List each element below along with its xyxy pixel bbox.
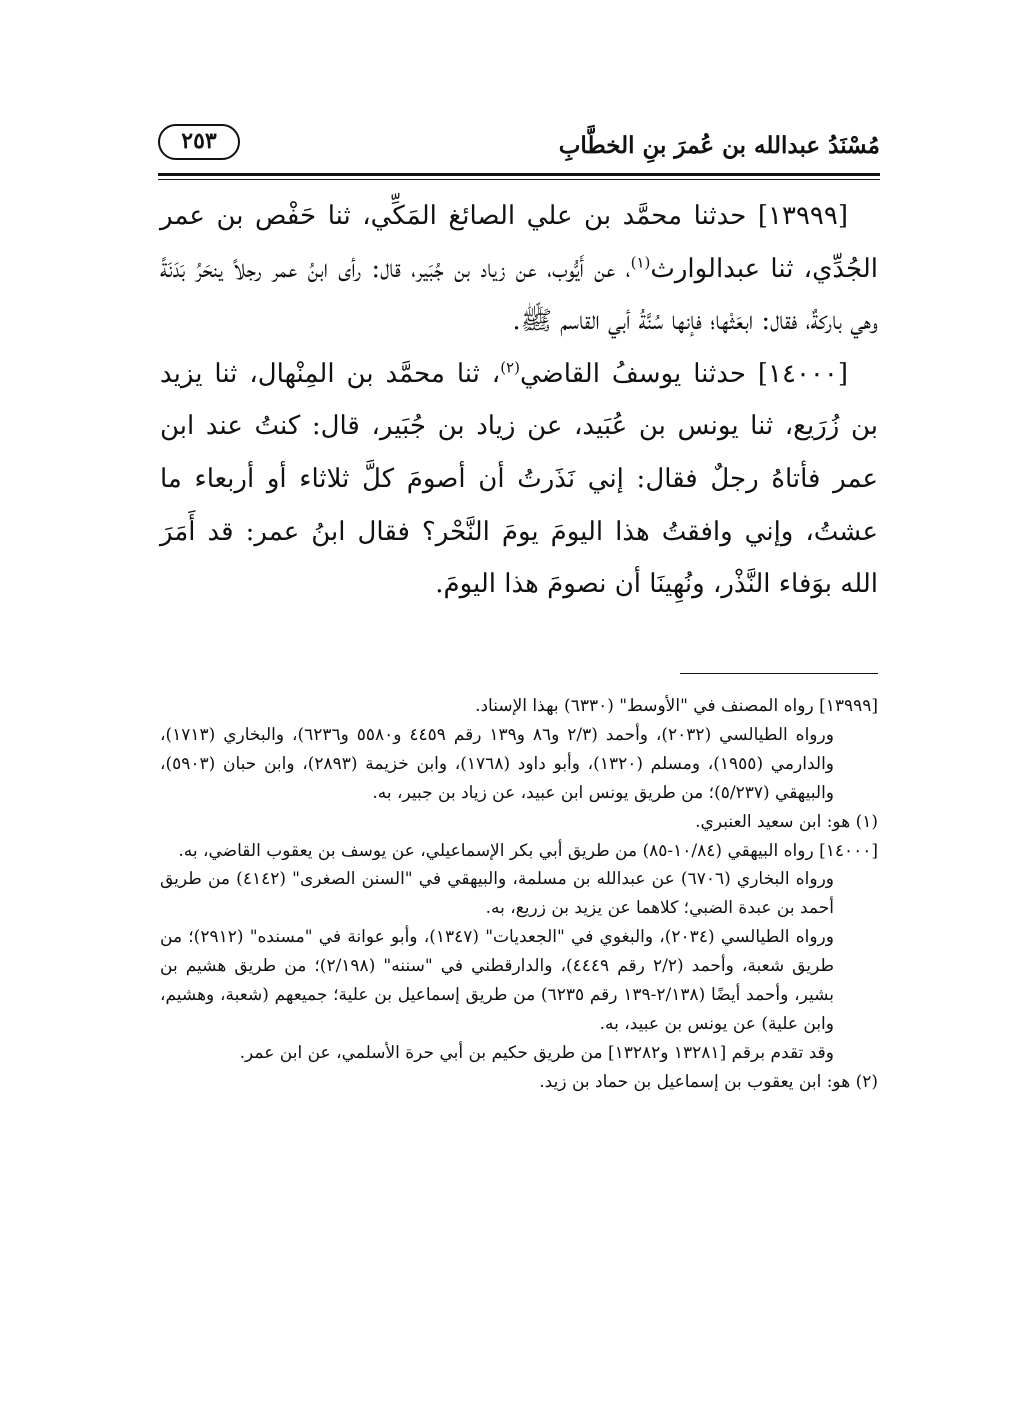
footnote-line: ورواه البخاري (٦٧٠٦) عن عبدالله بن مسلمة، والبيهقي في "السنن الصغرى" (٤١٤٢) من طريق أحمد بن عبدة الضبي؛ كلاهما عن يزيد بن زريع، به. xyxy=(160,869,835,919)
footnote-line: ورواه الطيالسي (٢٠٣٢)، وأحمد (٢/٣ و٨٦ و١٣٩ رقم ٤٤٥٩ و٥٥٨٠ و٦٢٣٦)، والبخاري (١٧١٣)، والدارمي (١٩٥٥)، ومسلم (١٣٢٠)، وأبو داود (١٧٦٨)، وابن خزيمة (٢٨٩٣)، وابن حبان (٥٩٠٣)، والبيهقي (٥/٢٣٧)؛ من طريق يونس ابن عبيد، عن زياد بن جبير، به. xyxy=(160,724,835,803)
footnote-separator xyxy=(680,673,878,674)
hadith-paragraph xyxy=(160,190,878,348)
footnote-line: [١٣٩٩٩] رواه المصنف في "الأوسط" (٦٣٣٠) بهذا الإسناد. xyxy=(475,696,878,716)
header-rule-thick xyxy=(158,173,880,176)
footnote-line: ورواه الطيالسي (٢٠٣٤)، والبغوي في "الجعديات" (١٣٤٧)، وأبو عوانة في "مسنده" (٢٩١٢)؛ من طريق شعبة، وأحمد (٢/٢ رقم ٤٤٤٩)، والدارقطني في "سننه" (٢/١٩٨)؛ من طريق هشيم بن بشير، وأحمد أيضًا (٢/١٣٨-١٣٩ رقم ٦٢٣٥) من طريق إسماعيل بن علية؛ جميعهم (شعبة، وهشيم، وابن علية) عن يونس بن عبيد، به. xyxy=(160,927,834,1034)
footnote-line: [١٤٠٠٠] رواه البيهقي (١٠/٨٤-٨٥) من طريق أبي بكر الإسماعيلي، عن يوسف بن يعقوب القاضي، به. xyxy=(178,840,878,861)
hadith-text: ، عن أَيُّوب، عن زياد بن جُبَير، قال: رأى ابنُ عمر رجلاً ينحَرُ بَدَنَةً وهي باركةٌ، فقال: ابعَثْها؛ فإنها سُنَّةُ أبي القاسم ﷺ. xyxy=(160,253,878,337)
hadith-text: [١٣٩٩٩] حدثنا محمَّد بن علي الصائغ المَكِّي، ثنا حَفْص بن عمر الجُدِّي، ثنا عبدالوارث xyxy=(160,201,878,284)
footnote-ref: (٢) xyxy=(500,358,520,377)
hadith-text: [١٤٠٠٠] حدثنا يوسفُ القاضي xyxy=(519,358,848,389)
header-rule-thin xyxy=(158,179,880,180)
footnote-line: (٢) هو: ابن يعقوب بن إسماعيل بن حماد بن زيد. xyxy=(539,1071,878,1092)
footnote-line: وقد تقدم برقم [١٣٢٨١ و١٣٢٨٢] من طريق حكيم بن أبي حرة الأسلمي، عن ابن عمر. xyxy=(239,1042,834,1063)
footnote-ref: (١) xyxy=(630,252,651,271)
main-text xyxy=(160,190,878,611)
page-header xyxy=(158,118,880,168)
footnote-line: (١) هو: ابن سعيد العنبري. xyxy=(695,811,878,832)
running-title: مُسْنَدُ عبدالله بن عُمرَ بنِ الخطَّابِ xyxy=(558,132,880,159)
footnotes xyxy=(160,692,878,1097)
page-number: ٢٥٣ xyxy=(158,124,240,160)
hadith-paragraph xyxy=(160,348,878,611)
hadith-text: ، ثنا محمَّد بن المِنْهال، ثنا يزيد بن زُرَيع، ثنا يونس بن عُبَيد، عن زياد بن جُبَير، قال: كنتُ عند ابن عمر فأتاهُ رجلٌ فقال: إني نَذَرتُ أن أصومَ كلَّ ثلاثاء أو أربعاء ما عشتُ، وإني وافقتُ هذا اليومَ يومَ النَّحْر؟ فقال ابنُ عمر: قد أَمَرَ الله بوَفاء النَّذْر، ونُهِينَا أن نصومَ هذا اليومَ. xyxy=(160,358,878,600)
